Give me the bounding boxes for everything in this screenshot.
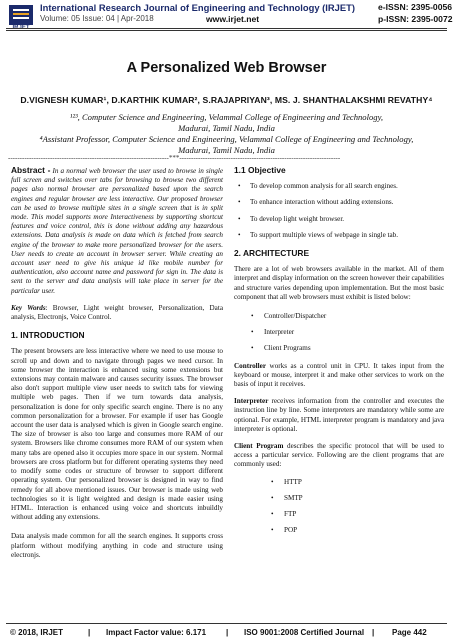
header-rule (6, 28, 447, 29)
controller-label: Controller (234, 361, 266, 370)
architecture-heading: 2. ARCHITECTURE (234, 248, 310, 259)
architecture-intro: There are a lot of web browsers available in the market. All of them interpret and display information on the screen however their capabilities and structure varies depending upon implementation. But the most basic component that all web browsers must exhibit is listed below: (234, 265, 444, 301)
interpreter-text: receives information from the controller and executes the instruction line by line. Some interpreters are mandatory while some are optional. For example, HTML interpreter program is mandatory and java interpreter is optional. (234, 397, 444, 433)
affiliation-line-2: Madurai, Tamil Nadu, India (178, 123, 275, 133)
affiliation-line-4: Madurai, Tamil Nadu, India (178, 145, 275, 155)
keywords-label: Key Words (11, 303, 46, 312)
controller-paragraph (234, 362, 444, 390)
list-item: • SMTP (234, 494, 444, 503)
list-item: • To support multiple views of webpage in single tab. (234, 231, 444, 240)
introduction-paragraph-2: Data analysis made common for all the search engines. It supports cross platform without modifying anything in code and structure using electronjs. (11, 532, 223, 559)
right-column (234, 166, 444, 543)
list-item: • To develop common analysis for all search engines. (234, 182, 444, 191)
author-list: D.VIGNESH KUMAR¹, D.KARTHIK KUMAR², S.RAJAPRIYAN³, MS. J. SHANTHALAKSHMI REVATHY⁴ (20, 95, 433, 105)
list-item: • Interpreter (234, 328, 444, 337)
journal-name: International Research Journal of Engineering and Technology (IRJET) (40, 2, 355, 13)
website-link[interactable]: www.irjet.net (206, 14, 260, 24)
paper-title: A Personalized Web Browser (126, 60, 327, 76)
objective-list (234, 182, 444, 240)
affiliation-line-1: ¹²³, Computer Science and Engineering, Velammal College of Engineering and Technology, (69, 112, 384, 122)
introduction-heading: 1. INTRODUCTION (11, 330, 85, 341)
list-item: • To enhance interaction without adding extensions. (234, 198, 444, 207)
client-program-text: describes the specific protocol that will be used to access a particular service. Following are the client programs that are commonly used: (234, 442, 444, 469)
affiliation-line-3: ⁴Assistant Professor, Computer Science and Engineering, Velammal College of Engineering and Technology, (39, 134, 414, 144)
abstract (11, 166, 223, 296)
objective-heading: 1.1 Objective (234, 165, 286, 175)
abstract-label: Abstract - (11, 165, 51, 175)
section-separator: ---------------------------------------------------------------------***--------------------------------------------------------------------- (8, 154, 341, 162)
keywords (11, 304, 223, 322)
e-issn: e-ISSN: 2395-0056 (378, 2, 453, 12)
footer-copyright: © 2018, IRJET (10, 628, 64, 637)
interpreter-label: Interpreter (234, 397, 269, 406)
component-list (234, 312, 444, 354)
footer-rule (6, 623, 447, 624)
footer-iso: ISO 9001:2008 Certified Journal (244, 628, 365, 637)
footer-divider: | (372, 628, 375, 637)
footer-divider: | (226, 628, 229, 637)
footer-divider: | (88, 628, 91, 637)
volume-issue: Volume: 05 Issue: 04 | Apr-2018 (40, 14, 154, 23)
list-item: • Client Programs (234, 344, 444, 353)
list-item: • POP (234, 526, 444, 535)
introduction-paragraph-1: The present browsers are less interactive where we need to use mouse to scroll up and down and to navigate through pages we need cursor. In some browser the interaction is enhanced using some extensions but extensions may contain malware and causes security issues. The browser also don't support multiple view user needs to switch tabs for viewing multiple web pages. Then if we turn towards data analysis, personalization is done for only specific search engine. There is no any common personalization for a browser. For example if user has Google account the user data is analysed which is given in Google search engine. The size of browser is also too large and consumes more RAM of our system. Browsers like chrome consumes more RAM of our system when many tabs are opened also it occupies more space in our system. Normal browsers are cross platform but for different operating systems they need to modify some codes or structure of browser to support different operating system. Our personalized browser is designed in way to find remedy for all above mentioned issues. Our browser is made using web technologies so it is light weighted and design is made easier using HTML. Interaction is enhanced using voice and shortcuts inbuildly without adding any extensions. (11, 347, 223, 522)
footer-impact-factor: Impact Factor value: 6.171 (106, 628, 207, 637)
list-item: • To develop light weight browser. (234, 215, 444, 224)
footer-page-number: Page 442 (392, 628, 427, 637)
list-item: • FTP (234, 510, 444, 519)
header-rule-thin (6, 30, 447, 31)
interpreter-paragraph (234, 397, 444, 434)
p-issn: p-ISSN: 2395-0072 (378, 14, 453, 24)
left-column (11, 166, 223, 567)
controller-text: works as a control unit in CPU. It takes input from the keyboard or mouse, interpret it and make other services to work on the basis of input it receives. (234, 361, 444, 389)
protocol-list (234, 478, 444, 536)
list-item: • HTTP (234, 478, 444, 487)
list-item: • Controller/Dispatcher (234, 312, 444, 321)
abstract-text: In a normal web browser the user used to browse in single full screen and switches over tabs for browsing to browse two different pages also normal browser are personalized based upon the search engines and regular browser are less interactive. Our proposed browser can be used to browse multiple sites in a single screen that is in split mode. This model supports more Interactiveness by supporting shortcut features and voice control, this is done without adding any hazardous extensions. Data analysis is made on data which is fetched from search engine of the browser to make more personalized browser for the users. User needs to create an account in browser server. While creating an account user need to give his unique id like mobile number for authentication, also account name and password for sign in. The data is sent to the server and data analysis will take place in server for the particular user. (11, 167, 223, 295)
keywords-text: : Browser, Light weight browser, Personalization, Data analysis, Electronjs, Voice Control. (11, 303, 223, 322)
client-program-label: Client Program (234, 442, 284, 451)
journal-header (0, 0, 453, 40)
client-program-paragraph (234, 442, 444, 470)
